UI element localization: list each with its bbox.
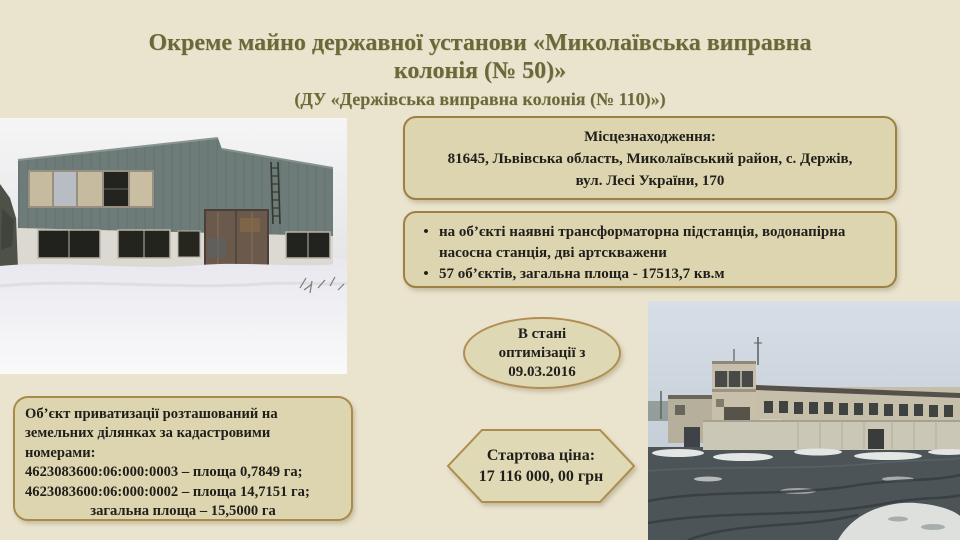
feature-text: 57 об’єктів, загальна площа - 17513,7 кв.м (439, 266, 725, 282)
title-line2: колонія (№ 50)» (393, 58, 567, 84)
photo-warehouse (0, 118, 347, 374)
location-box (403, 116, 897, 200)
land-intro-line: земельних ділянках за кадастровими (25, 425, 271, 442)
price-value: 17 116 000, 00 грн (478, 468, 604, 485)
price-hexagon (447, 429, 635, 503)
features-box (403, 211, 897, 288)
bullet-icon: • (423, 224, 429, 240)
warehouse-photo-illustration (0, 118, 347, 374)
feature-item (413, 264, 881, 285)
page-subtitle: (ДУ «Держівська виправна колонія (№ 110)») (294, 89, 666, 109)
land-total-line: загальна площа – 15,5000 га (90, 503, 276, 520)
bullet-icon: • (423, 266, 429, 282)
price-label: Стартова ціна: (486, 447, 596, 464)
page-title (0, 29, 960, 85)
land-intro-line: Об’єкт приватизації розташований на (25, 406, 278, 422)
price-text (447, 429, 635, 503)
land-intro-line: номерами: (25, 444, 96, 461)
feature-item (413, 222, 881, 264)
land-parcel-line: 4623083600:06:000:0002 – площа 14,7151 га; (25, 483, 310, 500)
status-text: В стані оптимізації з 09.03.2016 (498, 325, 586, 380)
location-address-line1: 81645, Львівська область, Миколаївський район, с. Держів, (447, 151, 853, 167)
header (0, 29, 960, 110)
location-heading: Місцезнаходження: (584, 129, 716, 145)
title-line1: Окреме майно державної установи «Миколаївська виправна (148, 30, 812, 56)
status-oval (463, 317, 621, 389)
prison-photo-illustration (648, 301, 960, 540)
feature-text: на об’єкті наявні трансформаторна підстанція, водонапірна насосна станція, дві артскважени (439, 224, 846, 261)
land-parcel-line: 4623083600:06:000:0003 – площа 0,7849 га; (25, 464, 303, 481)
land-box (13, 396, 353, 521)
location-address-line2: вул. Лесі України, 170 (575, 173, 725, 189)
photo-prison (648, 301, 960, 540)
